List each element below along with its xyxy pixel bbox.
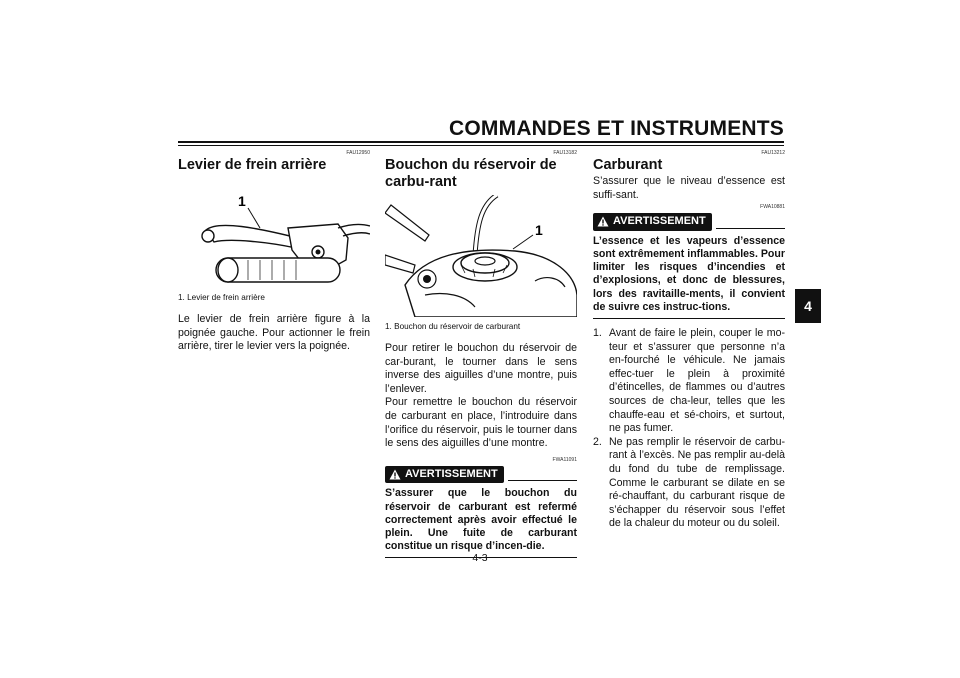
warning-label [385, 466, 504, 484]
section-code: FAU12950 [346, 150, 370, 156]
fuel-cap-illustration [385, 195, 577, 317]
warning-header [593, 213, 785, 231]
list-item-number: 1. [593, 327, 602, 339]
section-code: FAU13212 [761, 150, 785, 156]
warning-header [385, 466, 577, 484]
body-text: S’assurer que le niveau d’essence est suffi-sant. [593, 175, 785, 201]
body-text: Pour retirer le bouchon du réservoir de car-burant, le tourner dans le sens inverse des aiguilles d’une montre, puis l’enlever. [385, 342, 577, 395]
chapter-tab: 4 [795, 289, 821, 323]
warning-code: FWA10881 [760, 204, 785, 211]
header-rule-thin [178, 145, 784, 146]
warning-text: S’assurer que le bouchon du réservoir de carburant est refermé correctement après avoir effectué le plein. Une fuite de carburant constitue un risque d’incen-die. [385, 487, 577, 553]
header-title: COMMANDES ET INSTRUMENTS [449, 117, 784, 140]
body-text: Le levier de frein arrière figure à la poignée gauche. Pour actionner le frein arrière, tirer le levier vers la poignée. [178, 313, 370, 353]
list-item [593, 436, 785, 531]
warning-label-text: AVERTISSEMENT [405, 467, 498, 480]
list-item [593, 327, 785, 436]
column-fuel-cap [385, 150, 577, 558]
warning-label [593, 213, 712, 231]
instruction-list [593, 327, 785, 531]
brake-lever-illustration [178, 178, 370, 288]
warning-text: L’essence et les vapeurs d’essence sont extrêmement inflammables. Pour limiter les risques d’incendies et d’explosions, et donc de blessures, lors des ravitaille-ments, il convient de suivre ces instruc-tions. [593, 234, 785, 313]
warning-rule [716, 228, 785, 229]
body-text: Pour remettre le bouchon du réservoir de carburant en place, l’introduire dans l’orifice du réservoir, puis le tourner dans le sens des aiguilles d’une montre. [385, 396, 577, 450]
list-item-number: 2. [593, 435, 602, 448]
callout-number: 1 [238, 193, 246, 209]
section-code: FAU13182 [553, 150, 577, 156]
column-fuel [593, 150, 785, 531]
figure-caption: 1. Bouchon du réservoir de carburant [385, 322, 521, 331]
warning-code: FWA11091 [552, 456, 577, 463]
section-title: Carburant [593, 157, 663, 173]
column-rear-brake [178, 150, 370, 354]
figure-caption: 1. Levier de frein arrière [178, 293, 265, 302]
list-item-text: Avant de faire le plein, couper le mo-teur et s’assurer que personne n’a en-fourché le véhicule. Ne jamais effec-tuer le plein à proximité d’étincelles, de flammes ou d’autres sources de cha-leur, telles que les chauffe-eau et sé-choirs, et surtout, ne pas fumer. [609, 327, 785, 435]
warning-end-rule [593, 318, 785, 319]
warning-rule [508, 480, 577, 481]
page-number: 4-3 [472, 552, 488, 564]
callout-number: 1 [535, 222, 543, 238]
section-title: Bouchon du réservoir de carbu-rant [385, 157, 557, 190]
warning-triangle-icon [389, 469, 401, 480]
header-rule [178, 141, 784, 143]
warning-triangle-icon [597, 216, 609, 227]
section-title: Levier de frein arrière [178, 157, 327, 173]
list-item-text: Ne pas remplir le réservoir de carbu-rant à l’excès. Ne pas remplir au-delà du fond du tube de remplissage. Comme le carburant se dilate en se ré-chauffant, du carburant risque de s’échapper du réservoir sous l’effet de la chaleur du moteur ou du soleil. [609, 435, 785, 530]
warning-label-text: AVERTISSEMENT [613, 215, 706, 228]
